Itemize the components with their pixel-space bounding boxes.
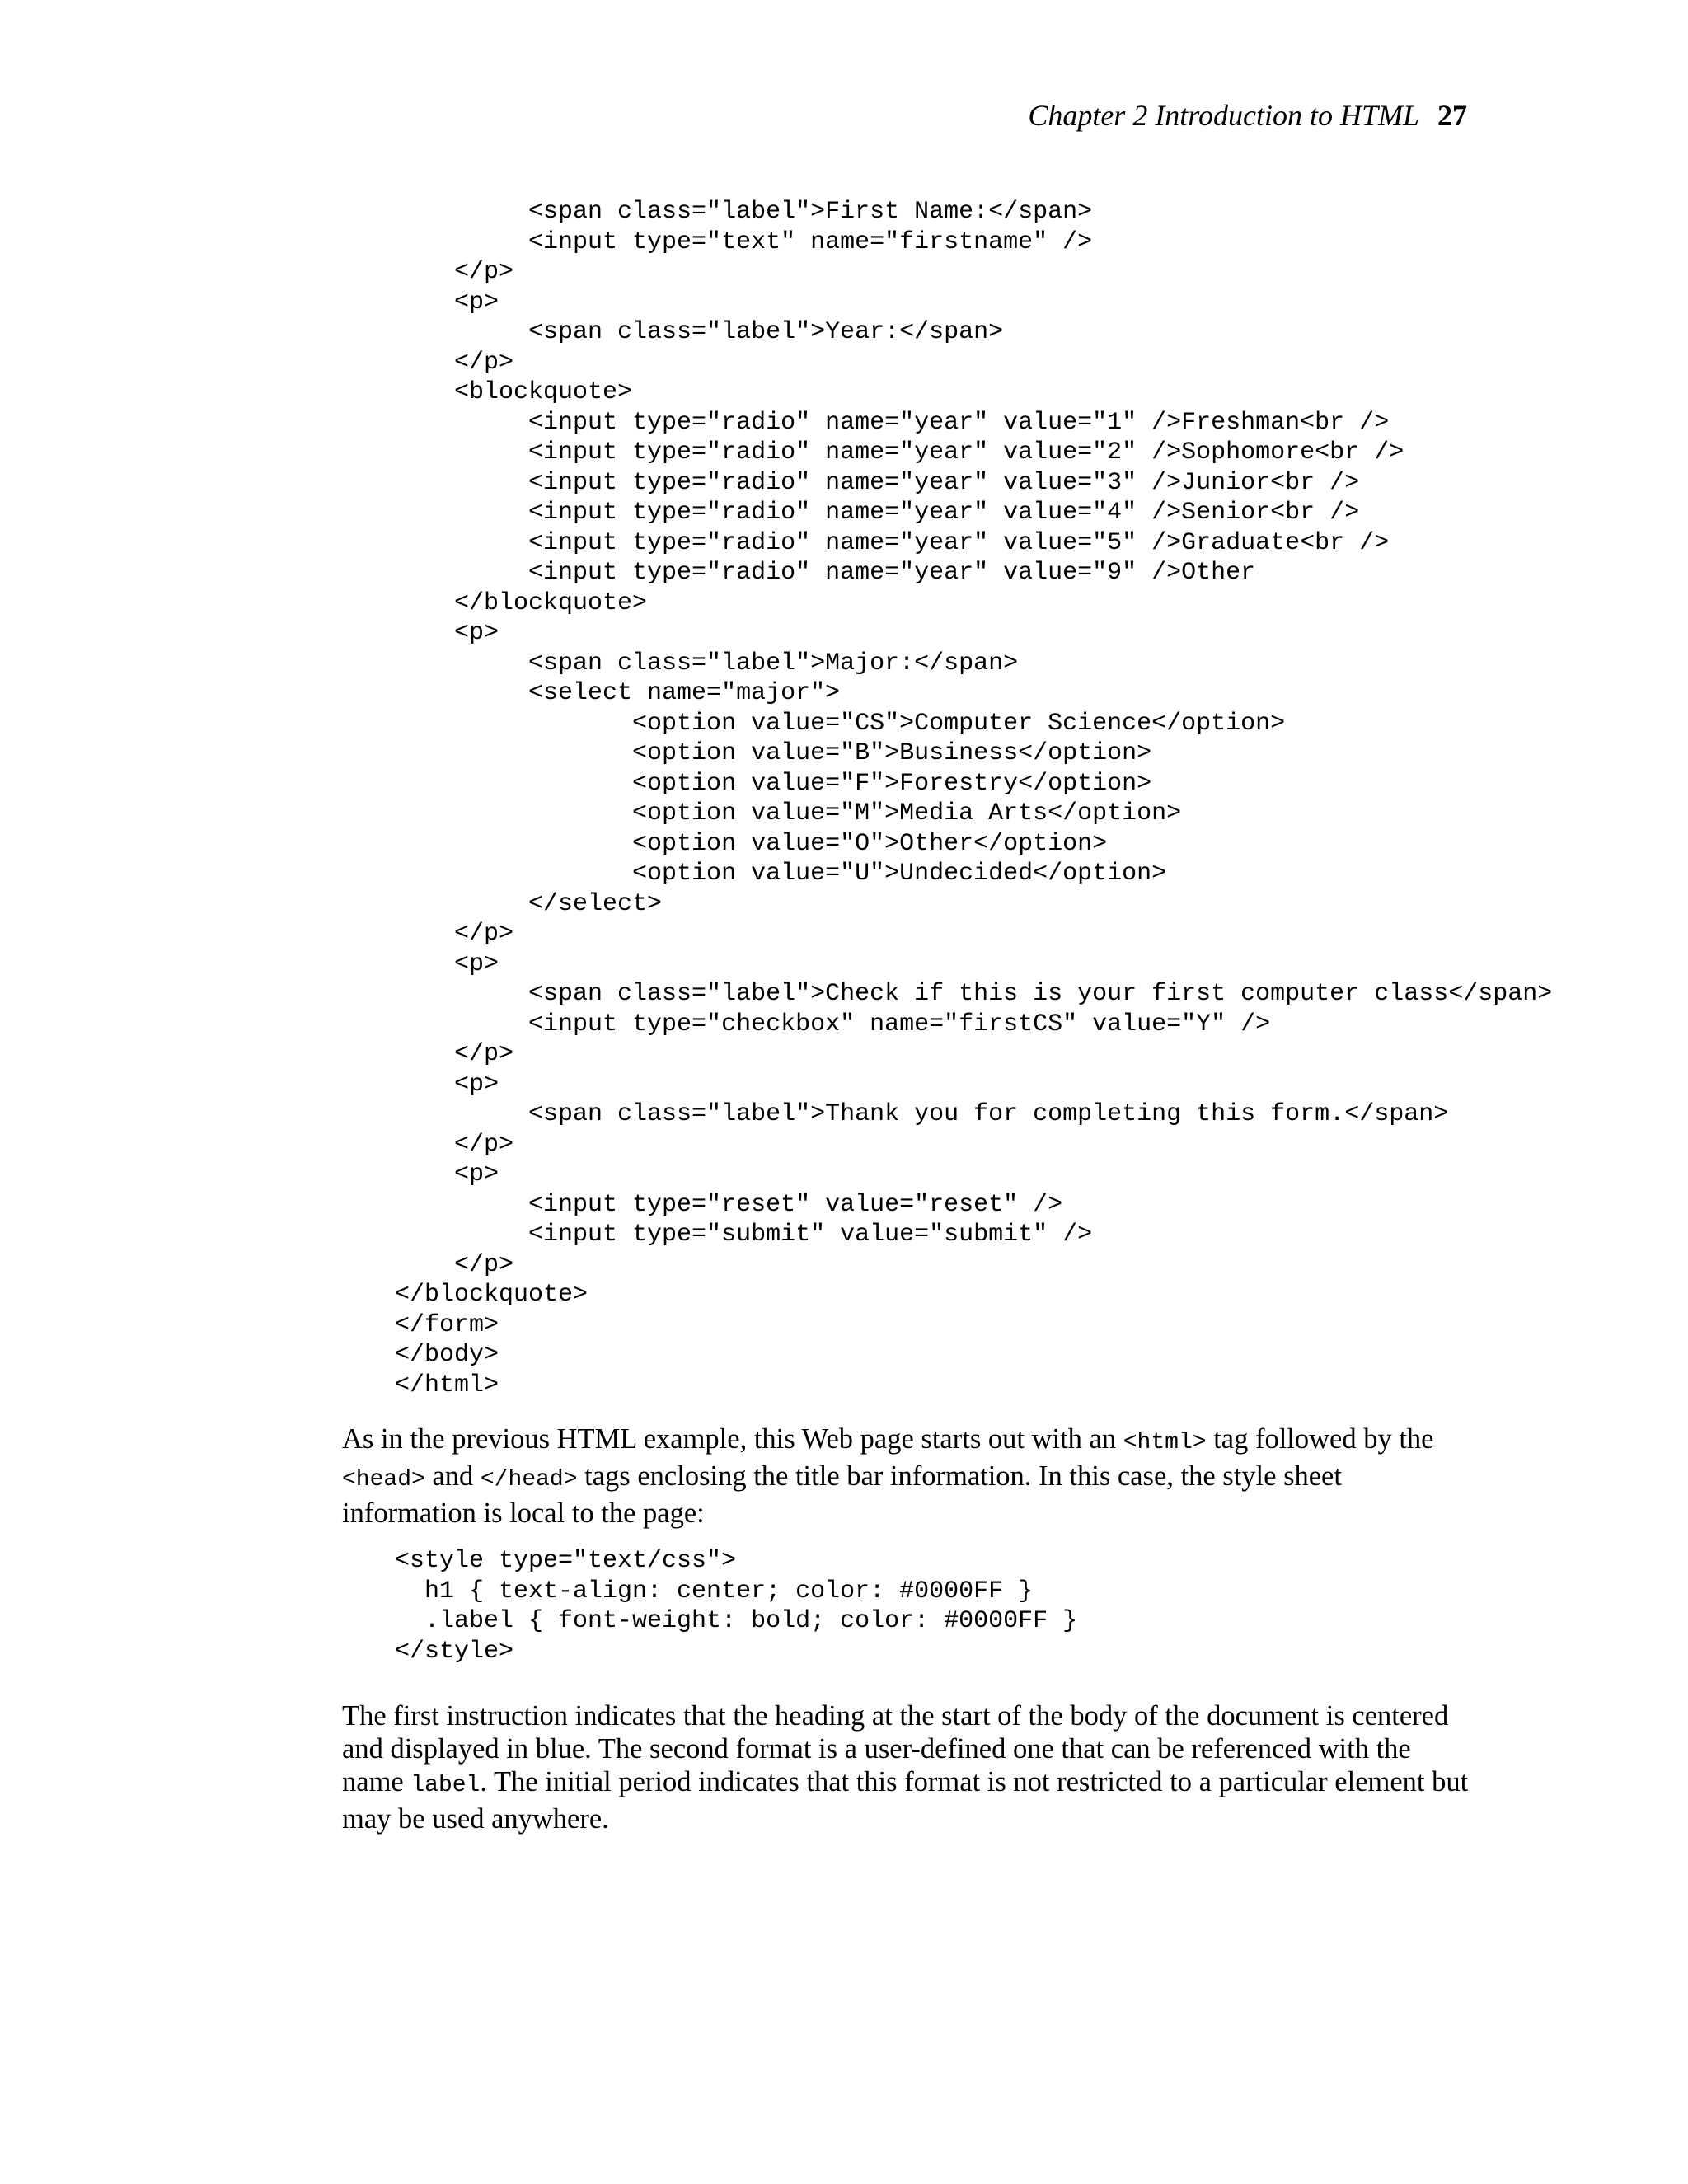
paragraph-explanation (342, 1699, 1479, 1835)
paragraph-text: tag followed by the (1206, 1423, 1434, 1455)
paragraph-text: The first instruction indicates that the heading at the start of the body of the document is centered and displayed in blue. The second format is a user-defined one that can be referenced with the name (342, 1700, 1449, 1797)
code-listing: <span class="label">First Name:</span> <input type="text" name="firstname" /> </p> <p> <span class="label">Year:</span> </p> <blockquote> <input type="radio" name="year" value="1" />Freshman<br /> <input type="radio" name="year" value="2" />Sophomore<br /> <input type="radio" name="year" value="3" />Junior<br /> <input type="radio" name="year" value="4" />Senior<br /> <input type="radio" name="year" value="5" />Graduate<br /> <input type="radio" name="year" value="9" />Other </blockquote> <p> <span class="label">Major:</span> <select name="major"> <option value="CS">Computer Science</option> <option value="B">Business</option> <option value="F">Forestry</option> <option value="M">Media Arts</option> <option value="O">Other</option> <option value="U">Undecided</option> </select> </p> <p> <span class="label">Check if this is your first computer class</span> <input type="checkbox" name="firstCS" value="Y" /> </p> <p> <span class="label">Thank you for completing this form.</span> </p> <p> <input type="reset" value="reset" /> <input type="submit" value="submit" /> </p> </blockquote> </form> </body> </html> (395, 198, 1553, 1399)
running-header (1028, 97, 1467, 134)
inline-code: <html> (1123, 1430, 1207, 1455)
chapter-title: Chapter 2 Introduction to HTML (1028, 99, 1419, 132)
paragraph-text: . The initial period indicates that this format is not restricted to a particular element but may be used anywhere. (342, 1766, 1469, 1835)
paragraph-intro (342, 1422, 1479, 1530)
page-number: 27 (1437, 99, 1467, 132)
inline-code: label (410, 1773, 481, 1798)
paragraph-text: As in the previous HTML example, this Web page starts out with an (342, 1423, 1123, 1455)
inline-code: </head> (480, 1467, 578, 1493)
paragraph-text: and (424, 1460, 481, 1492)
paragraph-text: tags enclosing the title bar information. In this case, the style sheet information is local to the page: (342, 1460, 1342, 1529)
inline-code: <head> (342, 1467, 425, 1493)
style-listing: <style type="text/css"> h1 { text-align: center; color: #0000FF } .label { font-weight: bold; color: #0000FF } </style> (395, 1547, 1078, 1666)
